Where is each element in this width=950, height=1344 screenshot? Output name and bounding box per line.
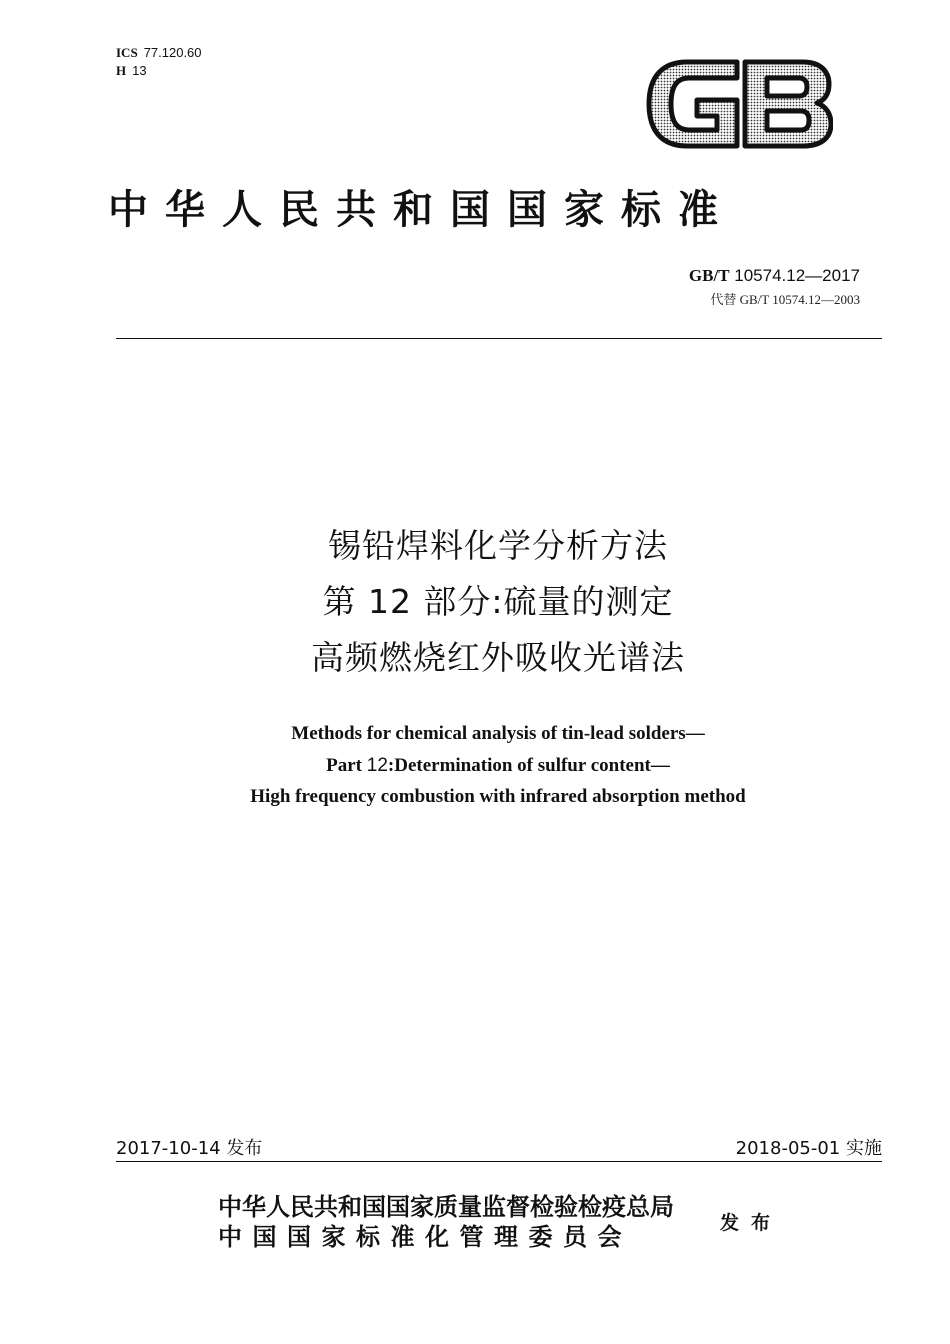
- english-title: [0, 718, 950, 813]
- english-title-line-1: Methods for chemical analysis of tin-lead solders—: [291, 723, 705, 744]
- chinese-title-line-2: 第 12 部分:硫量的测定: [322, 582, 674, 621]
- national-standard-title: 中华人民共和国国家标准: [108, 186, 735, 233]
- issuing-authorities: [218, 1192, 674, 1252]
- standard-number-value: 10574.12—2017: [734, 266, 860, 285]
- publish-label: 发布: [720, 1212, 783, 1234]
- replaces-standard: 代替 GB/T 10574.12—2003: [710, 292, 860, 307]
- gb-logo: [645, 56, 833, 152]
- header-divider: [116, 338, 882, 339]
- footer-divider: [116, 1161, 882, 1162]
- issue-date: 2017-10-14 发布: [116, 1138, 263, 1159]
- issuer-sac: 中国国家标准化管理委员会: [218, 1222, 632, 1251]
- standard-number-prefix: GB/T: [688, 266, 730, 285]
- chinese-title: [0, 518, 950, 686]
- standard-number: [689, 266, 860, 286]
- classification-codes: [116, 44, 202, 80]
- issuer-aqsiq: 中华人民共和国国家质量监督检验检疫总局: [218, 1192, 674, 1221]
- implementation-date: 2018-05-01 实施: [735, 1138, 882, 1159]
- ics-code: ICS 77.120.60: [116, 45, 202, 60]
- chinese-title-line-1: 锡铅焊料化学分析方法: [328, 526, 668, 565]
- english-title-line-2: Part 12:Determination of sulfur content—: [326, 754, 670, 776]
- english-title-line-3: High frequency combustion with infrared absorption method: [250, 786, 746, 807]
- chinese-title-line-3: 高频燃烧红外吸收光谱法: [311, 638, 685, 677]
- ccs-code: H 13: [116, 63, 147, 78]
